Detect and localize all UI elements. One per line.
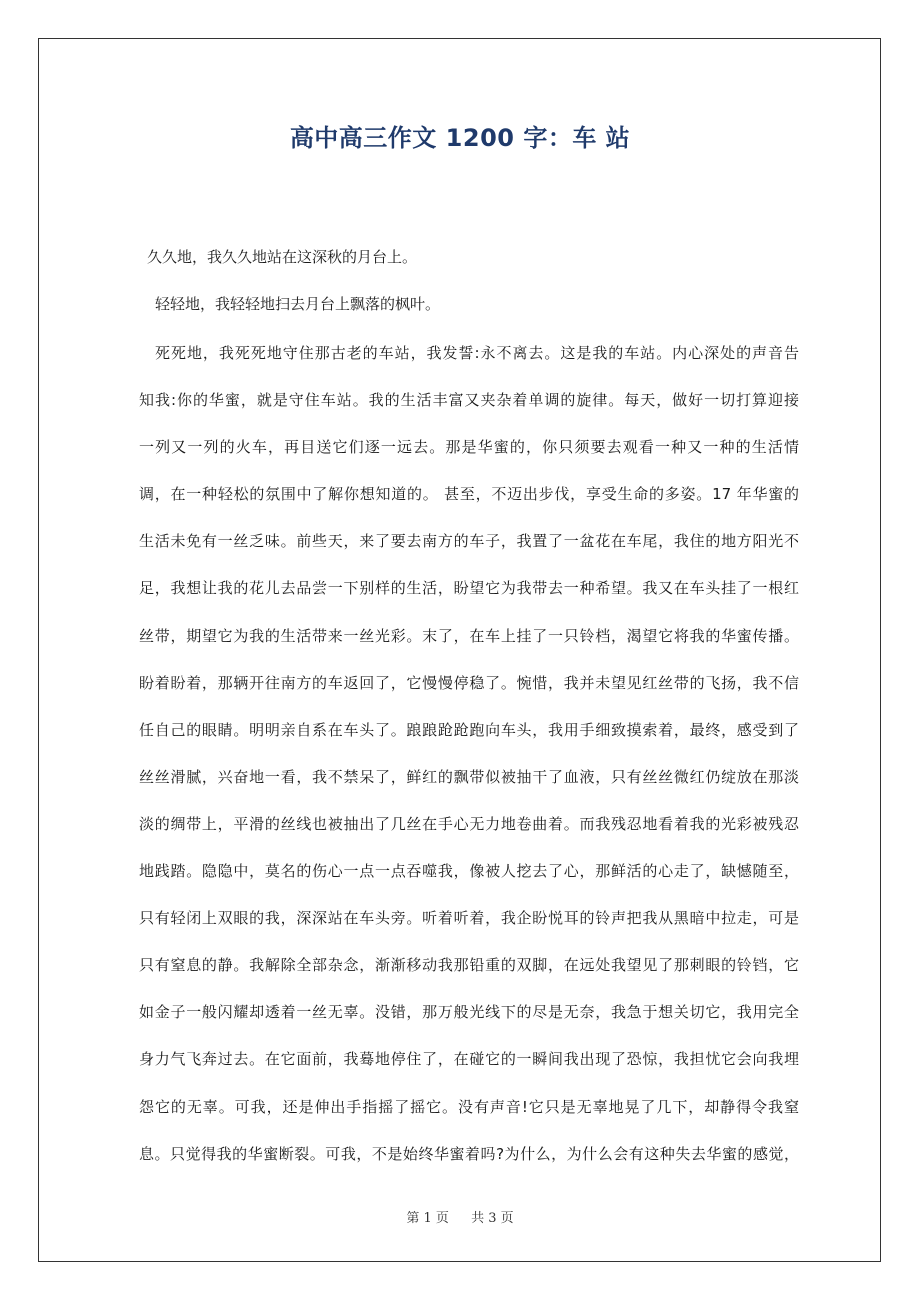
text-line: 一列又一列的火车，再目送它们逐一远去。那是华蜜的，你只须要去观看一种又一种的生活情 bbox=[139, 438, 799, 457]
page-number: 第 1 页 bbox=[406, 1211, 449, 1226]
text-line: 只有窒息的静。我解除全部杂念，渐渐移动我那铅重的双脚，在远处我望见了那刺眼的铃铛，它 bbox=[139, 956, 799, 975]
text-line: 任自己的眼睛。明明亲自系在车头了。踉踉跄跄跑向车头，我用手细致摸索着，最终，感受到了 bbox=[139, 720, 799, 739]
text-line: 如金子一般闪耀却透着一丝无辜。没错，那万般光线下的尽是无奈，我急于想关切它，我用完全 bbox=[139, 1003, 799, 1022]
text-line: 知我:你的华蜜，就是守住车站。我的生活丰富又夹杂着单调的旋律。每天，做好一切打算迎接 bbox=[139, 391, 799, 410]
paragraph-1: 久久地，我久久地站在这深秋的月台上。 bbox=[147, 248, 418, 266]
text-line: 身力气飞奔过去。在它面前，我蓦地停住了，在碰它的一瞬间我出现了恐惊，我担忧它会向我埋 bbox=[139, 1050, 799, 1069]
paragraph-2: 轻轻地，我轻轻地扫去月台上飘落的枫叶。 bbox=[155, 295, 441, 313]
text-line: 怨它的无辜。可我，还是伸出手指摇了摇它。没有声音!它只是无辜地晃了几下，却静得令我窒 bbox=[139, 1097, 799, 1116]
text-line: 地践踏。隐隐中，莫名的伤心一点一点吞噬我，像被人挖去了心，那鲜活的心走了，缺憾随至， bbox=[139, 862, 799, 881]
text-line: 足，我想让我的花儿去品尝一下别样的生活，盼望它为我带去一种希望。我又在车头挂了一根红 bbox=[139, 579, 799, 598]
text-line: 调，在一种轻松的氛围中了解你想知道的。 甚至，不迈出步伐，享受生命的多姿。17 年华蜜的 bbox=[139, 485, 799, 504]
text-line: 只有轻闭上双眼的我，深深站在车头旁。听着听着，我企盼悦耳的铃声把我从黑暗中拉走，可是 bbox=[139, 909, 799, 928]
main-paragraph bbox=[139, 330, 799, 1178]
text-line: 生活未免有一丝乏味。前些天，来了要去南方的车子，我置了一盆花在车尾，我住的地方阳光不 bbox=[139, 532, 799, 551]
text-line: 淡的绸带上，平滑的丝线也被抽出了几丝在手心无力地卷曲着。而我残忍地看着我的光彩被残忍 bbox=[139, 814, 799, 833]
document-title: 高中高三作文 1200 字：车 站 bbox=[289, 124, 631, 152]
page-total: 共 3 页 bbox=[471, 1211, 514, 1226]
text-line: 丝带，期望它为我的生活带来一丝光彩。末了，在车上挂了一只铃档，渴望它将我的华蜜传播。 bbox=[139, 626, 799, 645]
page-footer bbox=[0, 1207, 920, 1226]
text-line: 丝丝滑腻，兴奋地一看，我不禁呆了，鲜红的飘带似被抽干了血液，只有丝丝微红仍绽放在那淡 bbox=[139, 767, 799, 786]
text-line: 死死地，我死死地守住那古老的车站，我发誓:永不离去。这是我的车站。内心深处的声音告 bbox=[155, 344, 799, 362]
text-line: 盼着盼着，那辆开往南方的车返回了，它慢慢停稳了。惋惜，我并未望见红丝带的飞扬，我不信 bbox=[139, 673, 799, 692]
text-line: 息。只觉得我的华蜜断裂。可我，不是始终华蜜着吗?为什么，为什么会有这种失去华蜜的感觉， bbox=[139, 1144, 799, 1163]
